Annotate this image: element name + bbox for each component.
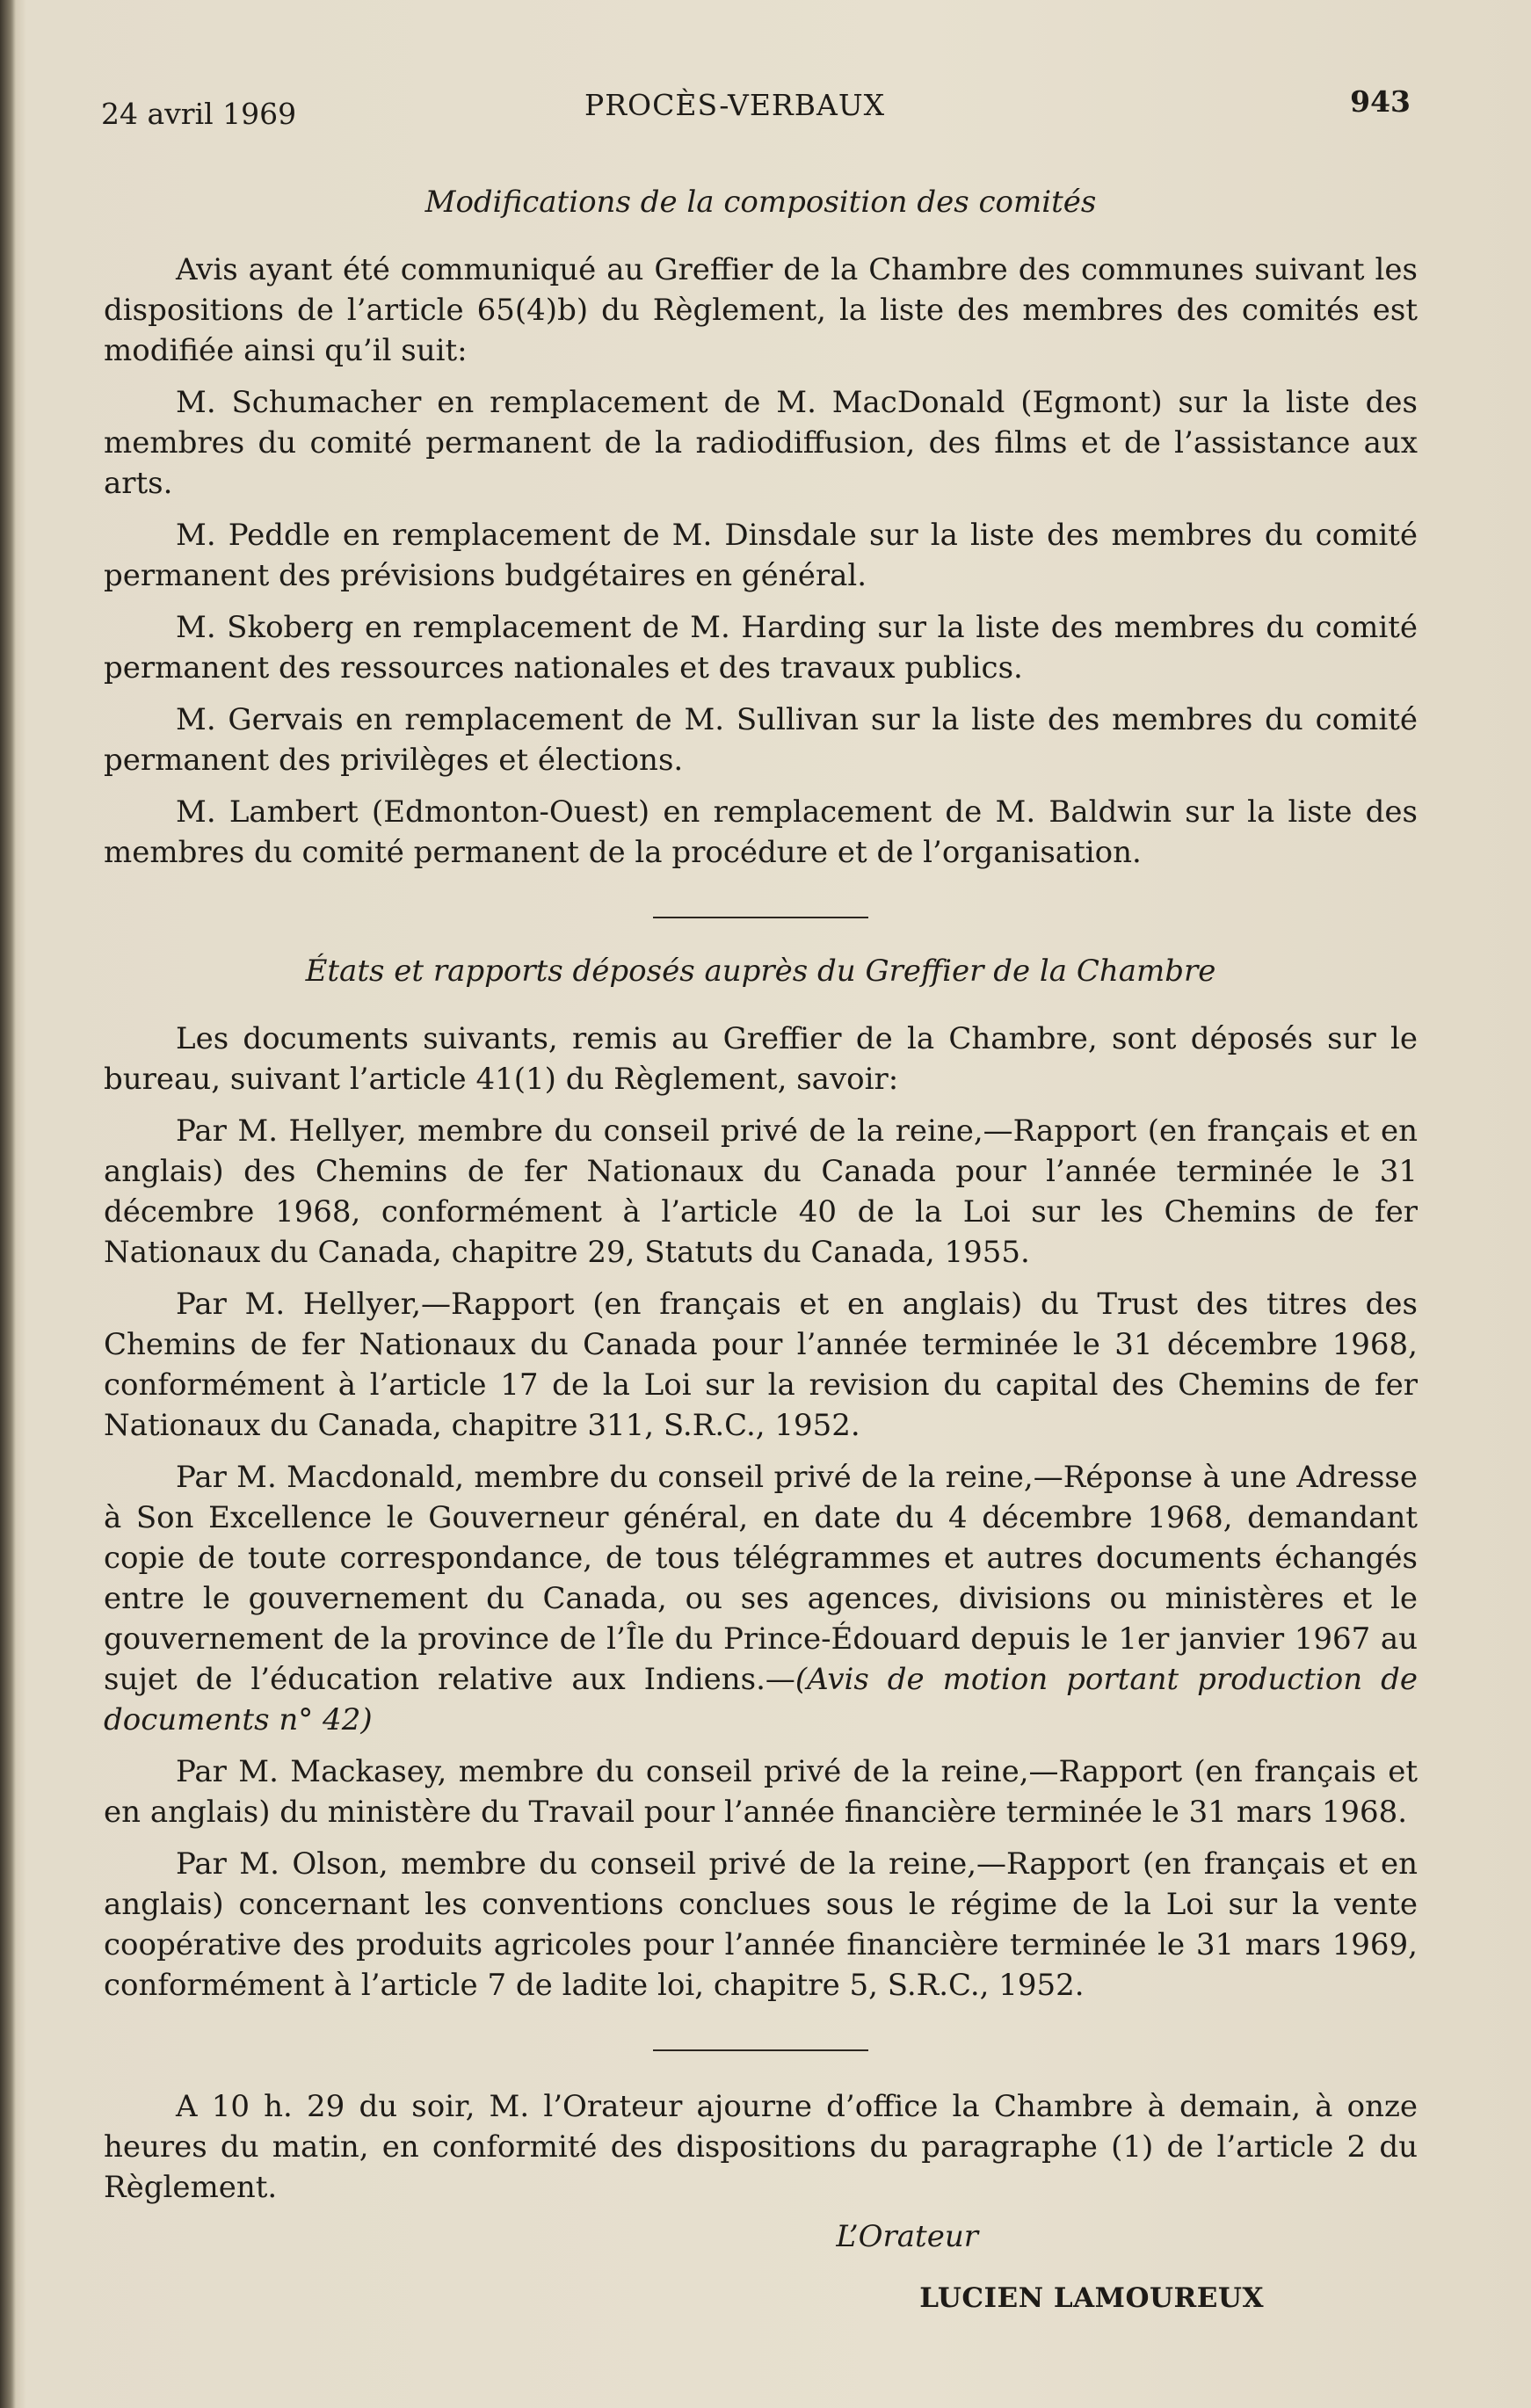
signature-title: L’Orateur [836, 2219, 978, 2254]
page-header [101, 84, 1411, 141]
closing-paragraph: A 10 h. 29 du soir, M. l’Orateur ajourne d’office la Chambre à demain, à onze heures du matin, en conformité des dispositions du paragraphe (1) de l’article 2 du Règlement. [104, 2089, 1418, 2205]
speaker-name: LUCIEN LAMOUREUX [919, 2282, 1264, 2314]
paragraph: M. Peddle en remplacement de M. Dinsdale sur la liste des membres du comité permanent des prévisions budgétaires en général. [104, 518, 1418, 593]
paragraph: Avis ayant été communiqué au Greffier de la Chambre des communes suivant les dispositions de l’article 65(4)b) du Règlement, la liste des membres des comités est modifiée ainsi qu’il suit: [104, 252, 1418, 368]
paragraph: Les documents suivants, remis au Greffier de la Chambre, sont déposés sur le bureau, suivant l’article 41(1) du Règlement, savoir: [104, 1021, 1418, 1097]
header-date: 24 avril 1969 [101, 97, 297, 131]
section-divider [653, 2049, 868, 2051]
section-title-committees: Modifications de la composition des comités [424, 185, 1097, 220]
paragraph: Par M. Hellyer, membre du conseil privé de la reine,—Rapport (en français et en anglais) des Chemins de fer Nationaux du Canada pour l’année terminée le 31 décembre 1968, conformément à l’article 40 de la Loi sur les Chemins de fer Nationaux du Canada, chapitre 29, Statuts du Canada, 1955. [104, 1113, 1418, 1270]
motion-note: (Avis de motion portant production de documents n° 42) [104, 1662, 1418, 1737]
paragraph: M. Gervais en remplacement de M. Sullivan sur la liste des membres du comité permanent des privilèges et élections. [104, 702, 1418, 778]
section-divider [653, 917, 868, 918]
header-title: PROCÈS-VERBAUX [584, 88, 886, 122]
paragraph-macdonald [104, 1457, 1418, 1740]
paragraph: M. Skoberg en remplacement de M. Harding sur la liste des membres du comité permanent des ressources nationales et des travaux publics. [104, 610, 1418, 685]
paragraph: Par M. Hellyer,—Rapport (en français et en anglais) du Trust des titres des Chemins de fer Nationaux du Canada pour l’année terminée le 31 décembre 1968, conformément à l’article 17 de la Loi sur la revision du capital des Chemins de fer Nationaux du Canada, chapitre 311, S.R.C., 1952. [104, 1287, 1418, 1443]
paragraph: M. Lambert (Edmonton-Ouest) en remplacement de M. Baldwin sur la liste des membres du comité permanent de la procédure et de l’organisation. [104, 794, 1418, 870]
paragraph: Par M. Olson, membre du conseil privé de la reine,—Rapport (en français et en anglais) concernant les conventions conclues sous le régime de la Loi sur la vente coopérative des produits agricoles pour l’année financière terminée le 31 mars 1969, conformément à l’article 7 de ladite loi, chapitre 5, S.R.C., 1952. [104, 1846, 1418, 2003]
page-binding-shadow [0, 0, 16, 2408]
page-content [104, 176, 1418, 2314]
paragraph-text: Par M. Macdonald, membre du conseil privé de la reine,—Réponse à une Adresse à Son Excellence le Gouverneur général, en date du 4 décembre 1968, demandant copie de toute correspondance, de tous télégrammes et autres documents échangés entre le gouvernement du Canada, ou ses agences, divisions ou ministères et le gouvernement de la province de l’Île du Prince-Édouard depuis le 1er janvier 1967 au sujet de l’éducation relative aux Indiens.— [104, 1460, 1418, 1697]
paragraph: M. Schumacher en remplacement de M. MacDonald (Egmont) sur la liste des membres du comité permanent de la radiodiffusion, des films et de l’assistance aux arts. [104, 385, 1418, 501]
section-title-reports: États et rapports déposés auprès du Greffier de la Chambre [305, 954, 1216, 989]
page-number: 943 [1350, 84, 1411, 119]
paragraph: Par M. Mackasey, membre du conseil privé de la reine,—Rapport (en français et en anglais) du ministère du Travail pour l’année financière terminée le 31 mars 1968. [104, 1754, 1418, 1830]
